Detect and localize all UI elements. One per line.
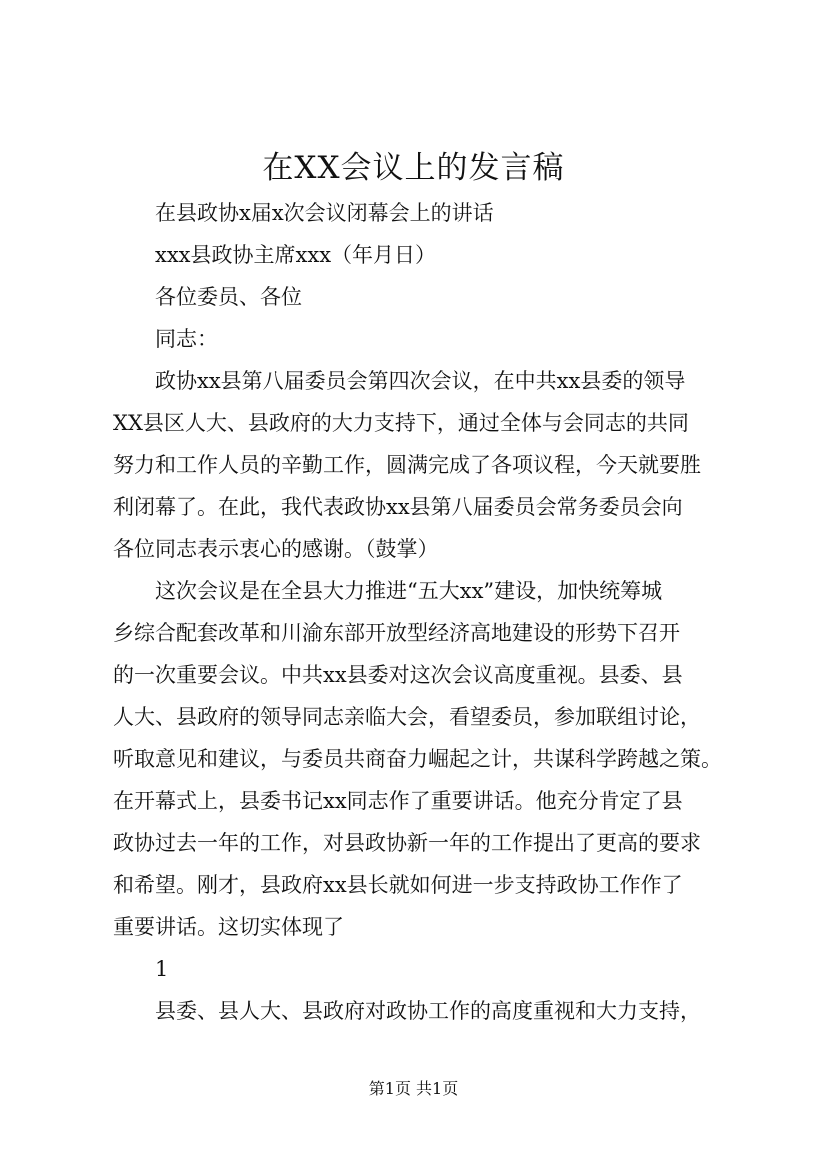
body-line: 人大、县政府的领导同志亲临大会，看望委员，参加联组讨论，	[113, 705, 701, 729]
body-line: 和希望。刚才，县政府xx县长就如何进一步支持政协工作作了	[113, 873, 683, 897]
body-line: 重要讲话。这切实体现了	[113, 915, 344, 939]
body-line: 各位同志表示衷心的感谢。（鼓掌）	[113, 537, 439, 561]
body-line: 在开幕式上，县委书记xx同志作了重要讲话。他充分肯定了县	[113, 789, 683, 813]
page-footer: 第1页 共1页	[368, 1079, 459, 1098]
body-line: 努力和工作人员的辛勤工作，圆满完成了各项议程，今天就要胜	[113, 453, 701, 477]
body-line: 政协xx县第八届委员会第四次会议，在中共xx县委的领导	[155, 369, 686, 393]
salutation-line: 各位委员、各位	[155, 285, 302, 309]
body-line: 利闭幕了。在此，我代表政协xx县第八届委员会常务委员会向	[113, 495, 683, 519]
body-line: 政协过去一年的工作，对县政协新一年的工作提出了更高的要求	[113, 831, 701, 855]
body-line: 乡综合配套改革和川渝东部开放型经济高地建设的形势下召开	[113, 621, 680, 645]
body-line: 这次会议是在全县大力推进“五大xx”建设，加快统筹城	[155, 579, 663, 603]
speaker-line: xxx县政协主席xxx（年月日）	[155, 243, 437, 267]
salutation-line: 同志：	[155, 327, 218, 351]
body-line: 听取意见和建议，与委员共商奋力崛起之计，共谋科学跨越之策。	[113, 747, 722, 771]
body-line: 县委、县人大、县政府对政协工作的高度重视和大力支持，	[155, 999, 701, 1023]
speech-subtitle: 在县政协x届x次会议闭幕会上的讲话	[155, 201, 494, 225]
body-line: 的一次重要会议。中共xx县委对这次会议高度重视。县委、县	[113, 663, 683, 687]
document-title: 在XX会议上的发言稿	[262, 150, 565, 186]
body-line: XX县区人大、县政府的大力支持下，通过全体与会同志的共同	[113, 411, 689, 435]
page-number-inline: 1	[155, 957, 169, 981]
